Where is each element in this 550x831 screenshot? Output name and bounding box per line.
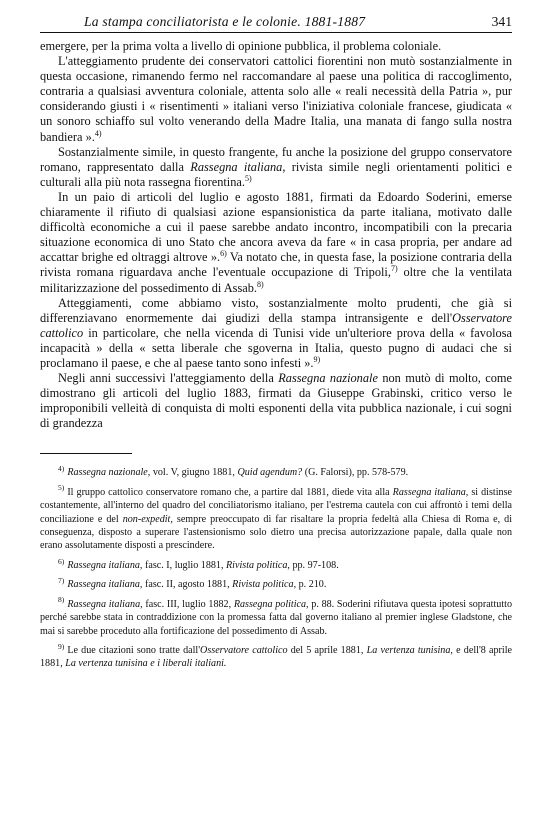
footnote-text: (G. Falorsi), pp. 578-579. bbox=[302, 467, 409, 479]
running-header bbox=[40, 14, 512, 33]
article-title: Quid agendum? bbox=[237, 467, 303, 479]
footnote-ref[interactable]: 6) bbox=[220, 249, 227, 259]
paragraph-text: In un paio di articoli del luglio e agosto 1881, firmati da Edoardo Soderini, emerse chiaramente il rifiuto di qualsiasi azione espansionistica da parte italiana, motivato dalle difficoltà economiche a cui il paese sarebbe andato incontro, incompatibili con la precaria situazione economica di uno Stato che ancora aveva da fare « in casa propria, per andare ad accattar brighe ed oltraggi altrove ». bbox=[40, 189, 512, 265]
term: non-expedit, bbox=[122, 513, 173, 525]
paragraph-text: non mutò di molto, come dimostrano gli articoli del luglio 1883, firmati da Giuseppe Grabinski, critico verso le improponibili velleità di conquista di molti esponenti della vita pubblica nazionale, i cui sogni di grandezza bbox=[40, 371, 512, 431]
footnote-ref[interactable]: 5) bbox=[244, 173, 252, 183]
footnote bbox=[40, 641, 512, 671]
footnote-divider bbox=[40, 453, 132, 454]
paragraph-text: Sostanzialmente simile, in questo frangente, fu anche la posizione del gruppo conservatore romano, rappresentato dalla bbox=[40, 144, 512, 174]
paragraph bbox=[40, 39, 512, 54]
footnote bbox=[40, 466, 512, 479]
paragraph-text: Atteggiamenti, come abbiamo visto, sostanzialmente molto prudenti, che già si differenziavano enormemente dai giudizi della stampa intransigente e dell' bbox=[40, 295, 512, 325]
paragraph-text: L'atteggiamento prudente dei conservatori cattolici fiorentini non mutò sostanzialmente in questa occasione, rimanendo fermo nel raccomandare al paese una politica di raccoglimento, contraria a qualsiasi avventura coloniale, attenta solo alle « reali necessità della Patria », pur considerando giusti i « risentimenti » italiani verso l'iniziativa coloniale francese, giudicata « un sonoro schiaffo sul volto venerando della Madre Italia, una manata di fango sulla nostra bandiera ». bbox=[40, 54, 512, 144]
journal-title: Rassegna nazionale, bbox=[67, 467, 151, 479]
footnote-text: e dell'8 aprile 1881, bbox=[40, 644, 512, 670]
footnote-number: 5) bbox=[58, 483, 65, 493]
paragraph bbox=[40, 54, 512, 145]
footnote-text: fasc. II, agosto 1881, bbox=[142, 579, 233, 591]
journal-title: Rassegna italiana, bbox=[67, 559, 143, 571]
journal-title: Rassegna italiana, bbox=[67, 579, 143, 591]
footnote-text: sempre preoccupato di far risaltare la propria fedeltà alla Chiesa di Roma e, di conseguenza, disposto a superare l'astensionismo solo dietro una precisa autorizzazione papale, dalla quale non erano assolutamente disposti a prescindere. bbox=[40, 513, 513, 552]
footnote-text: si distinse costantemente, all'interno del quadro del conciliatorismo italiano, per l'estrema cautela con cui affrontò i temi della conciliazione e del bbox=[40, 486, 512, 525]
article-title: Rivista politica, bbox=[232, 579, 297, 591]
paragraph bbox=[40, 190, 512, 296]
paragraph bbox=[40, 296, 512, 371]
footnote-text: fasc. III, luglio 1882, bbox=[142, 598, 234, 610]
journal-title: Rassegna italiana, bbox=[190, 159, 286, 174]
footnote-ref[interactable]: 4) bbox=[94, 128, 102, 138]
footnote-text: fasc. I, luglio 1881, bbox=[142, 559, 227, 571]
paragraph bbox=[40, 145, 512, 190]
journal-title: Rassegna nazionale bbox=[278, 371, 378, 386]
footnote bbox=[40, 556, 512, 572]
footnote-ref[interactable]: 9) bbox=[313, 354, 321, 364]
footnotes bbox=[40, 466, 512, 670]
footnote-ref[interactable]: 7) bbox=[390, 264, 398, 274]
footnote-text: Le due citazioni sono tratte dall' bbox=[67, 644, 201, 656]
running-title: La stampa conciliatorista e le colonie. 1881-1887 bbox=[84, 14, 366, 29]
paragraph-text: Negli anni successivi l'atteggiamento della bbox=[58, 371, 279, 386]
journal-title: Rassegna italiana, bbox=[67, 598, 143, 610]
footnote bbox=[40, 575, 512, 591]
paragraph-text: Va notato che, in questa fase, la posizione contraria della rivista romana riguardava anche l'eventuale occupazione di Tripoli, bbox=[40, 250, 512, 280]
footnote-text: Il gruppo cattolico conservatore romano che, a partire dal 1881, diede vita alla bbox=[67, 486, 393, 498]
footnote-text: p. 88. Soderini rifiutava questa ipotesi soprattutto perché sarebbe stata in contraddizione con la promessa fatta dal governo italiano al premier inglese Gladstone, che mai si sarebbe proceduto alla fortificazione del possedimento di Assab. bbox=[40, 598, 512, 637]
journal-title: Rassegna italiana, bbox=[392, 486, 469, 498]
journal-title: Osservatore cattolico bbox=[40, 310, 512, 340]
footnote-text: p. 210. bbox=[296, 579, 327, 591]
article-title: Rivista politica, bbox=[226, 559, 290, 571]
footnote-number: 9) bbox=[58, 641, 65, 651]
article-title: Rassegna politica, bbox=[233, 598, 309, 610]
paragraph-text: emergere, per la prima volta a livello di opinione pubblica, il problema coloniale. bbox=[40, 39, 442, 53]
footnote bbox=[40, 595, 512, 638]
article-title: La vertenza tunisina, bbox=[366, 644, 453, 656]
footnote-ref[interactable]: 8) bbox=[257, 279, 264, 289]
article-title: La vertenza tunisina e i liberali italiani. bbox=[65, 658, 227, 670]
paragraph bbox=[40, 371, 512, 431]
paragraph-text: rivista simile negli orientamenti politici e culturali alla più nota rassegna fiorentina. bbox=[40, 159, 512, 189]
footnote-text: pp. 97-108. bbox=[289, 559, 339, 571]
footnote-number: 8) bbox=[58, 595, 65, 605]
footnote-number: 7) bbox=[58, 575, 65, 585]
footnote-number: 4) bbox=[58, 464, 65, 474]
journal-title: Osservatore cattolico bbox=[200, 644, 288, 656]
footnote-text: vol. V, giugno 1881, bbox=[150, 467, 238, 479]
footnote bbox=[40, 483, 513, 553]
page-number: 341 bbox=[491, 14, 512, 29]
footnote-text: del 5 aprile 1881, bbox=[287, 644, 367, 656]
footnote-number: 6) bbox=[58, 556, 65, 566]
body-text bbox=[40, 39, 512, 431]
paragraph-text: in particolare, che nella vicenda di Tunisi vide un'ulteriore prova della « favolosa incapacità » della « setta liberale che sgoverna in Italia, questo pugno di audaci che si proclamano il paese, e che al paese tanto sono infesti ». bbox=[40, 325, 512, 370]
paragraph-text: oltre che la ventilata militarizzazione del possedimento di Assab. bbox=[40, 265, 512, 295]
